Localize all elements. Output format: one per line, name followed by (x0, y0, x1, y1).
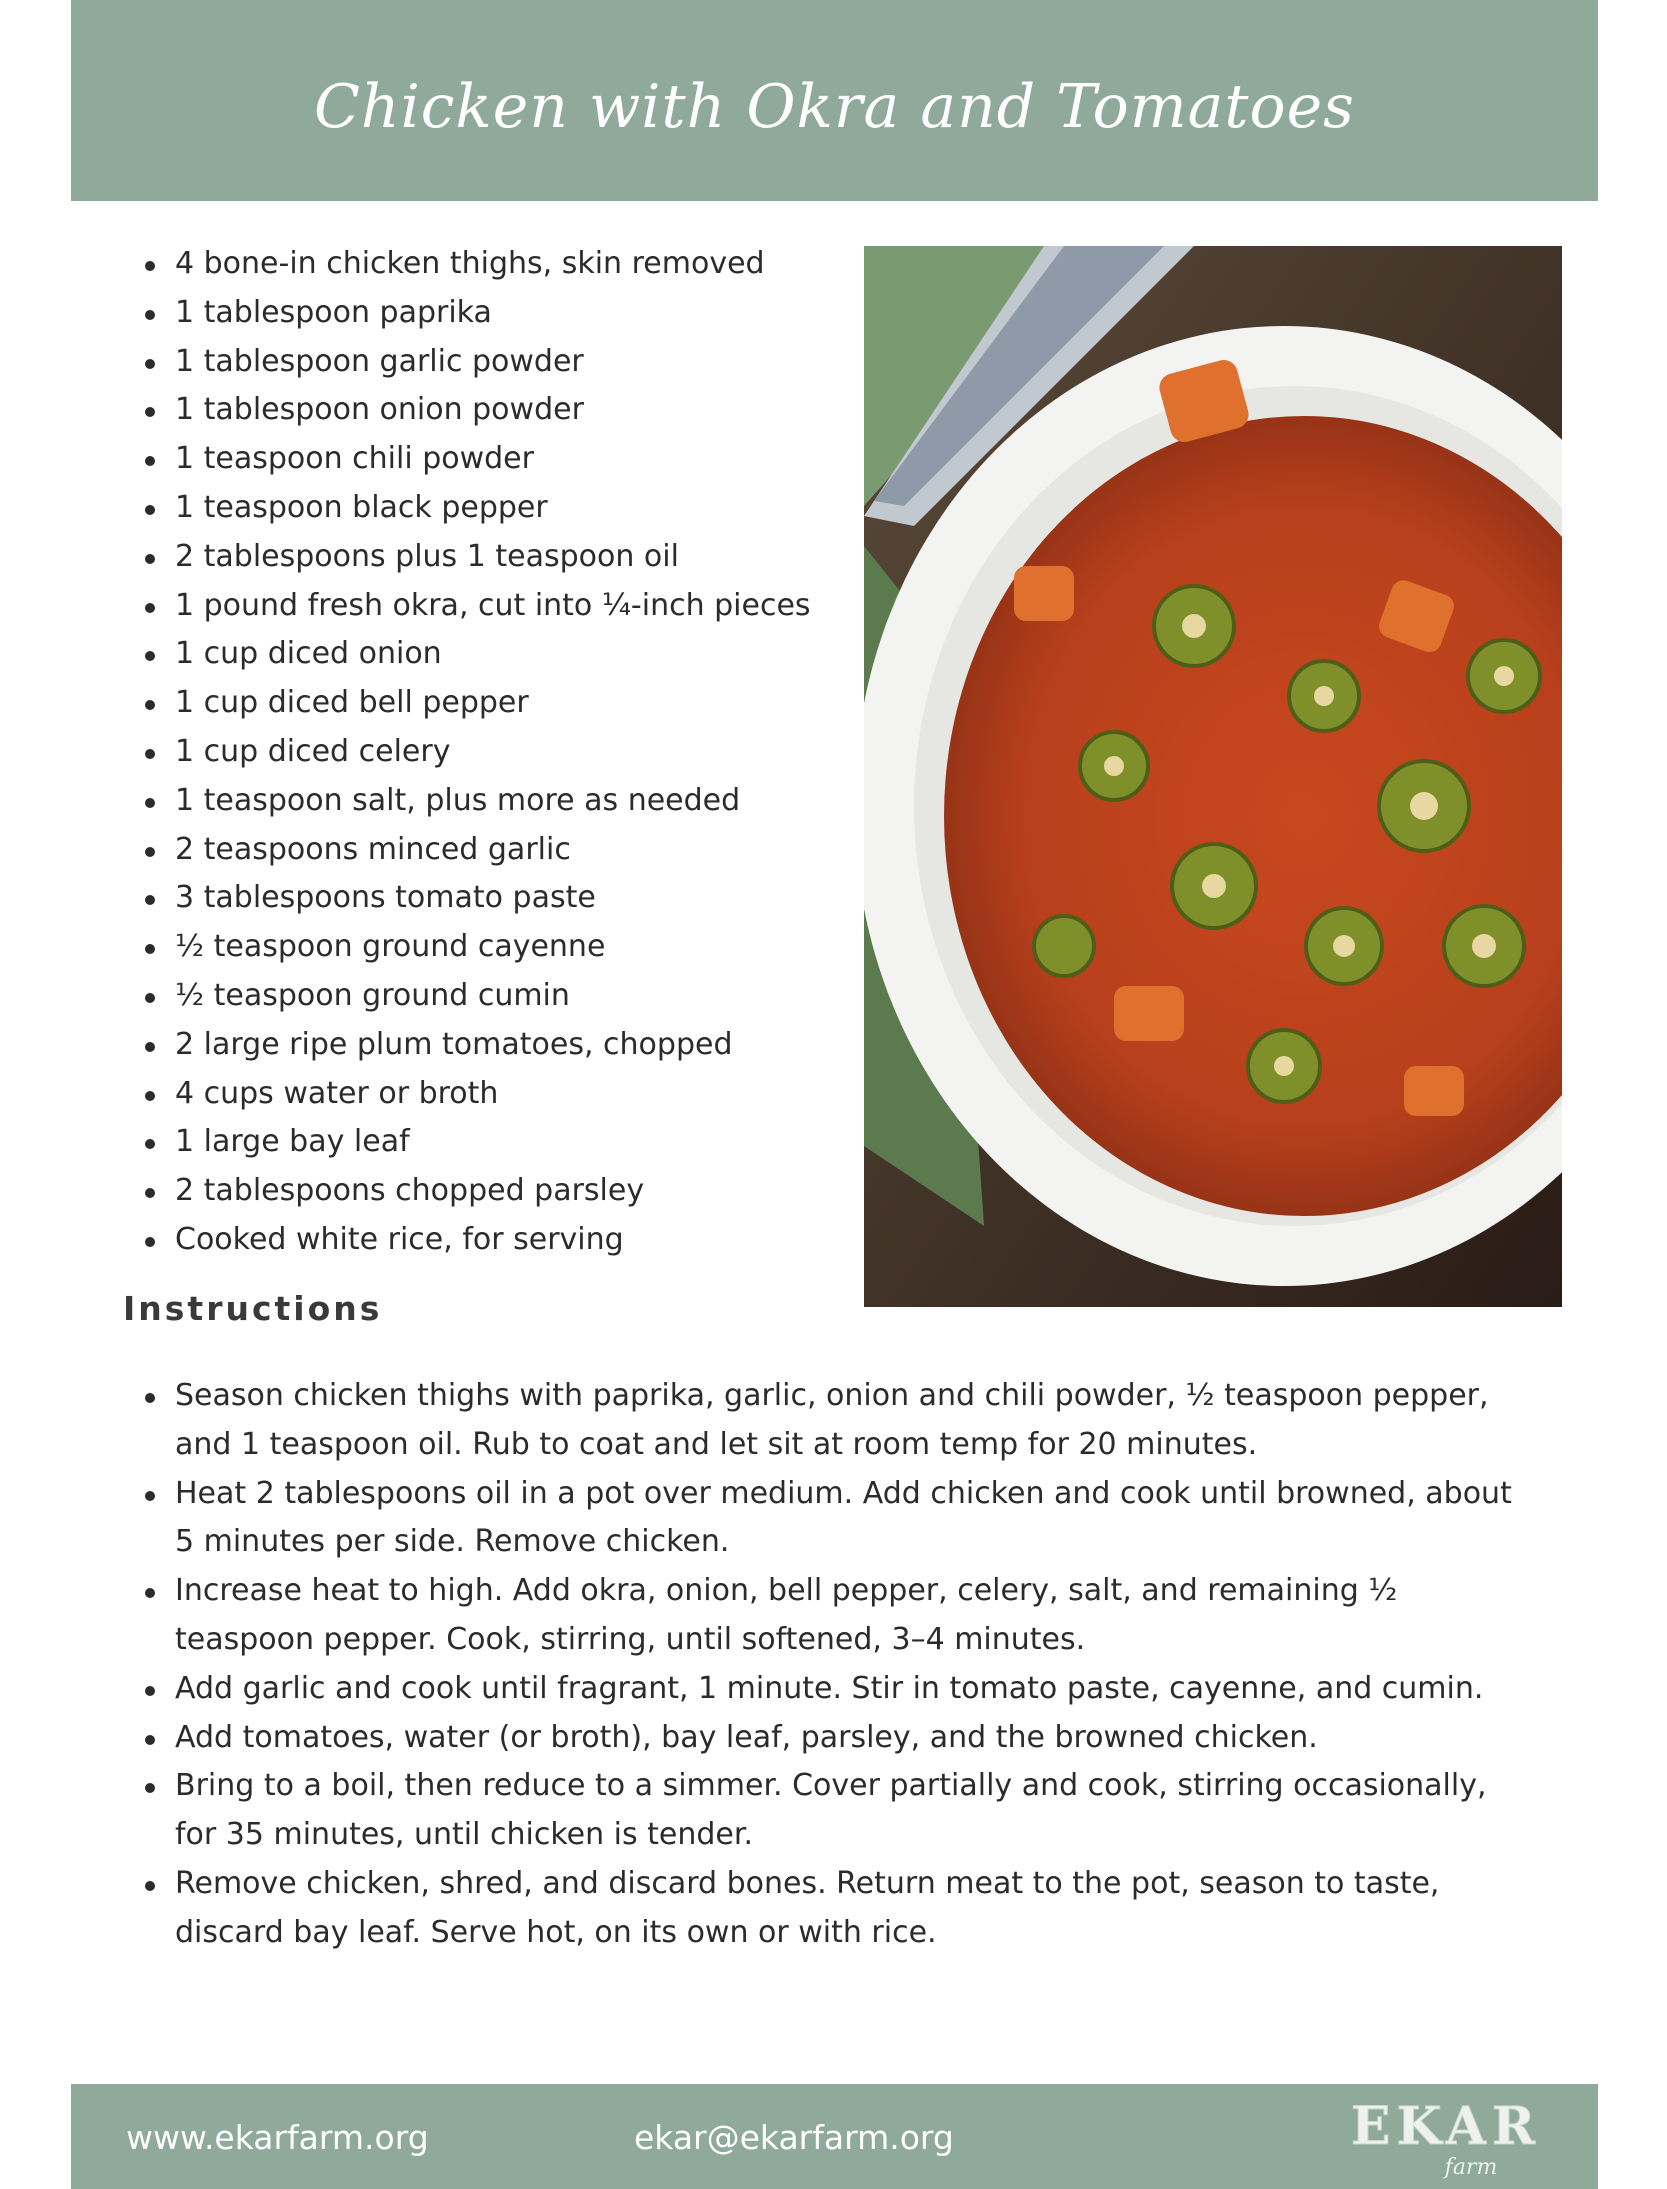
ingredient-item: 2 tablespoons plus 1 teaspoon oil (145, 533, 845, 582)
ingredient-item: 1 large bay leaf (145, 1118, 845, 1167)
ingredient-item: 4 bone-in chicken thighs, skin removed (145, 240, 845, 289)
ingredient-item: 1 tablespoon onion powder (145, 386, 845, 435)
ingredient-item: Cooked white rice, for serving (145, 1216, 845, 1265)
ingredient-item: 1 pound fresh okra, cut into ¼-inch pieces (145, 582, 845, 631)
ekar-farm-logo (1331, 2092, 1561, 2182)
ingredient-item: 4 cups water or broth (145, 1070, 845, 1119)
instruction-step: Season chicken thighs with paprika, garlic, onion and chili powder, ½ teaspoon pepper, and 1 teaspoon oil. Rub to coat and let sit at room temp for 20 minutes. (145, 1372, 1525, 1470)
website-link[interactable]: www.ekarfarm.org (126, 2118, 429, 2157)
instructions-heading: Instructions (123, 1289, 383, 1328)
ingredients-list (145, 240, 845, 1265)
instruction-step: Remove chicken, shred, and discard bones. Return meat to the pot, season to taste, discard bay leaf. Serve hot, on its own or with rice. (145, 1860, 1525, 1958)
instruction-step: Heat 2 tablespoons oil in a pot over medium. Add chicken and cook until browned, about 5 minutes per side. Remove chicken. (145, 1470, 1525, 1568)
ingredient-item: 2 large ripe plum tomatoes, chopped (145, 1021, 845, 1070)
ingredient-item: 1 tablespoon garlic powder (145, 338, 845, 387)
instructions-list (145, 1372, 1525, 1958)
instruction-step: Add tomatoes, water (or broth), bay leaf, parsley, and the browned chicken. (145, 1714, 1525, 1763)
instruction-step: Add garlic and cook until fragrant, 1 minute. Stir in tomato paste, cayenne, and cumin. (145, 1665, 1525, 1714)
dish-photo (864, 246, 1562, 1307)
ingredient-item: 2 teaspoons minced garlic (145, 826, 845, 875)
footer-band (71, 2084, 1598, 2189)
ingredient-item: 2 tablespoons chopped parsley (145, 1167, 845, 1216)
recipe-title: Chicken with Okra and Tomatoes (314, 71, 1355, 142)
okra-stew-image (864, 246, 1562, 1307)
ingredient-item: ½ teaspoon ground cayenne (145, 923, 845, 972)
email-link[interactable]: ekar@ekarfarm.org (634, 2118, 954, 2157)
ingredient-item: 3 tablespoons tomato paste (145, 874, 845, 923)
logo-wordmark: EKAR (1350, 2096, 1542, 2157)
ingredient-item: ½ teaspoon ground cumin (145, 972, 845, 1021)
ingredient-item: 1 cup diced bell pepper (145, 679, 845, 728)
logo-subtext: farm (1444, 2155, 1498, 2180)
ingredient-item: 1 cup diced onion (145, 630, 845, 679)
ingredient-item: 1 cup diced celery (145, 728, 845, 777)
ingredient-item: 1 tablespoon paprika (145, 289, 845, 338)
header-band (71, 0, 1598, 201)
ingredient-item: 1 teaspoon chili powder (145, 435, 845, 484)
instruction-step: Increase heat to high. Add okra, onion, bell pepper, celery, salt, and remaining ½ teaspoon pepper. Cook, stirring, until softened, 3–4 minutes. (145, 1567, 1525, 1665)
instruction-step: Bring to a boil, then reduce to a simmer. Cover partially and cook, stirring occasionally, for 35 minutes, until chicken is tender. (145, 1762, 1525, 1860)
ingredient-item: 1 teaspoon salt, plus more as needed (145, 777, 845, 826)
ingredient-item: 1 teaspoon black pepper (145, 484, 845, 533)
